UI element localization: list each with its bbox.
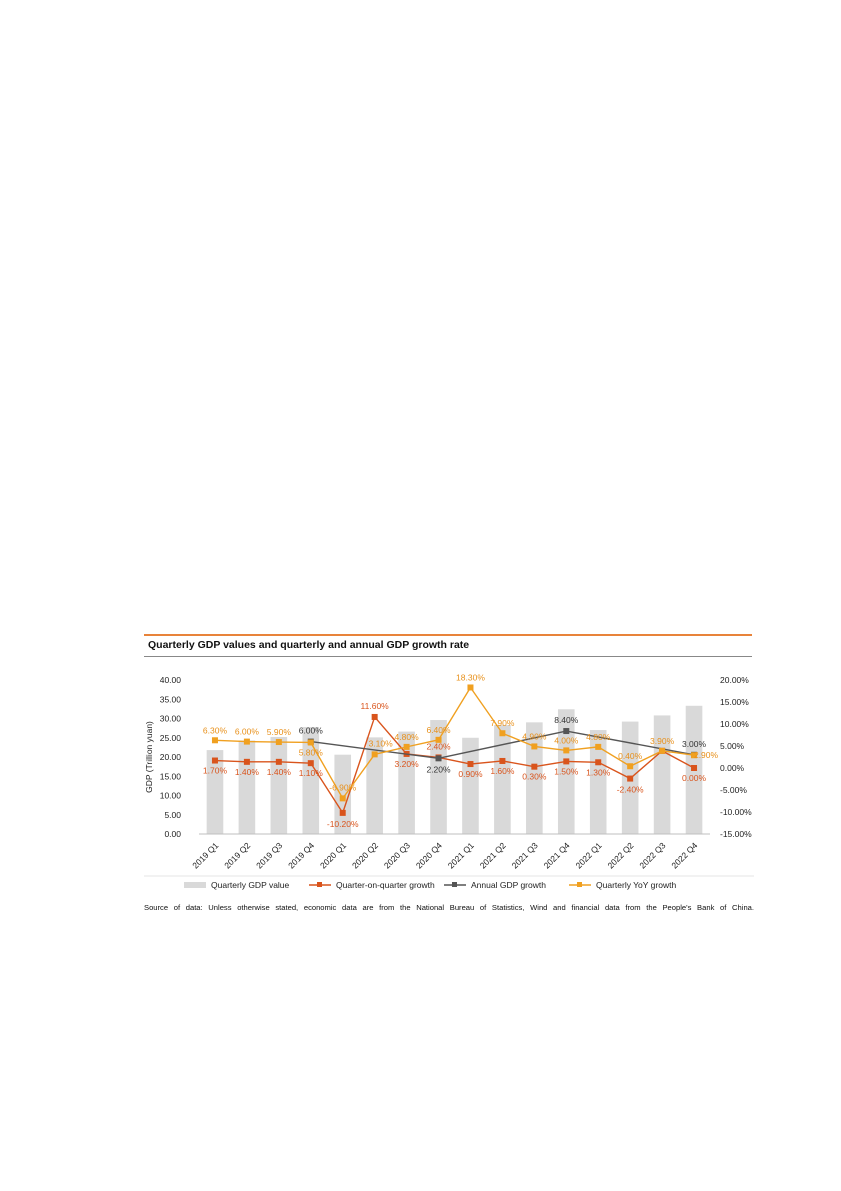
legend-label: Quarterly GDP value bbox=[211, 880, 290, 890]
x-tick-label: 2021 Q4 bbox=[541, 840, 572, 871]
qoq-data-label: 0.00% bbox=[681, 773, 707, 783]
x-tick-label: 2019 Q2 bbox=[222, 840, 253, 871]
yoy-data-label: 4.80% bbox=[586, 731, 611, 742]
yoy-data-label: 3.10% bbox=[368, 738, 393, 749]
legend-label: Quarterly YoY growth bbox=[596, 880, 677, 890]
x-tick-label: 2022 Q4 bbox=[669, 840, 700, 871]
title-rule-top bbox=[144, 634, 752, 636]
y-tick-label: 30.00 bbox=[159, 713, 181, 724]
qoq-data-label: 2.40% bbox=[426, 741, 451, 752]
x-tick-label: 2020 Q3 bbox=[381, 840, 413, 871]
yoy-point bbox=[499, 730, 505, 736]
y2-tick-label: 10.00% bbox=[720, 719, 749, 729]
y2-tick-label: -10.00% bbox=[720, 807, 752, 817]
qoq-point bbox=[244, 759, 250, 765]
title-rule-bottom bbox=[144, 656, 752, 657]
annual-data-label: 3.00% bbox=[681, 738, 707, 749]
legend-swatch-marker bbox=[317, 882, 322, 887]
qoq-data-label: 3.20% bbox=[394, 758, 419, 769]
yoy-point bbox=[659, 748, 665, 754]
qoq-data-label: 1.60% bbox=[490, 765, 515, 776]
x-tick-label: 2020 Q2 bbox=[349, 840, 381, 871]
qoq-data-label: 1.10% bbox=[298, 768, 323, 779]
qoq-data-label: -10.20% bbox=[326, 818, 359, 829]
x-tick-label: 2019 Q1 bbox=[190, 840, 221, 871]
x-tick-label: 2021 Q1 bbox=[445, 840, 476, 871]
gdp-bar bbox=[494, 725, 511, 834]
yoy-point bbox=[563, 747, 569, 753]
y-tick-label: 0.00 bbox=[164, 829, 181, 839]
qoq-data-label: 11.60% bbox=[360, 700, 389, 711]
yoy-point bbox=[244, 739, 250, 745]
y2-tick-label: 20.00% bbox=[720, 675, 749, 685]
yoy-data-label: 18.30% bbox=[456, 672, 485, 683]
qoq-data-label: 1.50% bbox=[554, 766, 579, 777]
x-tick-label: 2019 Q3 bbox=[254, 840, 285, 871]
x-tick-label: 2020 Q1 bbox=[317, 840, 349, 871]
yoy-data-label: 7.90% bbox=[490, 718, 515, 729]
yoy-point bbox=[627, 763, 633, 769]
yoy-point bbox=[595, 744, 601, 750]
qoq-data-label: 1.70% bbox=[202, 765, 228, 776]
y-tick-label: 40.00 bbox=[159, 675, 181, 685]
annual-point bbox=[436, 755, 442, 761]
yoy-point bbox=[212, 737, 218, 743]
yoy-point bbox=[467, 684, 473, 690]
qoq-point bbox=[276, 759, 282, 765]
y-axis-title: GDP (Trillion yuan) bbox=[144, 721, 154, 793]
y-tick-label: 25.00 bbox=[159, 732, 181, 743]
y2-tick-label: 5.00% bbox=[720, 741, 745, 751]
gdp-chart bbox=[144, 664, 754, 900]
qoq-data-label: -2.40% bbox=[616, 784, 644, 795]
qoq-point bbox=[499, 758, 505, 764]
qoq-point bbox=[212, 758, 218, 764]
qoq-point bbox=[627, 776, 633, 782]
x-tick-label: 2021 Q3 bbox=[509, 840, 540, 871]
yoy-data-label: 2.90% bbox=[693, 750, 719, 761]
qoq-point bbox=[595, 759, 601, 765]
legend-swatch-bar bbox=[184, 882, 206, 888]
qoq-point bbox=[531, 764, 537, 770]
yoy-data-label: -6.90% bbox=[329, 782, 357, 793]
yoy-data-label: 6.40% bbox=[426, 724, 451, 735]
y2-tick-label: 15.00% bbox=[720, 697, 749, 707]
legend-label: Annual GDP growth bbox=[471, 880, 546, 890]
yoy-data-label: 5.90% bbox=[266, 727, 291, 738]
qoq-data-label: 1.30% bbox=[586, 767, 611, 778]
source-note: Source of data: Unless otherwise stated, economic data are from the National Bureau of Statistics, Wind and financial data from the People's Bank of China. bbox=[144, 903, 754, 912]
legend-label: Quarter-on-quarter growth bbox=[336, 880, 435, 890]
annual-point bbox=[563, 728, 569, 734]
qoq-data-label: 1.40% bbox=[266, 766, 291, 777]
y-tick-label: 35.00 bbox=[159, 694, 181, 705]
yoy-point bbox=[340, 795, 346, 801]
yoy-point bbox=[372, 751, 378, 757]
y-tick-label: 20.00 bbox=[159, 752, 181, 762]
qoq-point bbox=[467, 761, 473, 767]
gdp-bar bbox=[271, 737, 288, 834]
annual-data-label: 6.00% bbox=[298, 725, 323, 736]
legend-swatch-marker bbox=[452, 882, 457, 887]
yoy-point bbox=[531, 743, 537, 749]
qoq-data-label: 0.30% bbox=[522, 771, 547, 782]
y2-tick-label: -15.00% bbox=[720, 829, 752, 839]
x-tick-label: 2020 Q4 bbox=[413, 840, 444, 871]
yoy-data-label: 3.90% bbox=[650, 735, 675, 746]
x-tick-label: 2022 Q2 bbox=[605, 840, 636, 871]
qoq-point bbox=[563, 758, 569, 764]
yoy-point bbox=[276, 739, 282, 745]
x-tick-label: 2019 Q4 bbox=[286, 840, 317, 871]
qoq-point bbox=[372, 714, 378, 720]
y-tick-label: 5.00 bbox=[164, 809, 181, 820]
yoy-point bbox=[308, 739, 314, 745]
yoy-data-label: 0.40% bbox=[618, 751, 643, 762]
yoy-data-label: 6.00% bbox=[234, 726, 259, 737]
yoy-data-label: 5.80% bbox=[298, 747, 323, 758]
annual-data-label: 2.20% bbox=[426, 764, 451, 775]
annual-data-label: 8.40% bbox=[554, 715, 579, 726]
yoy-data-label: 4.80% bbox=[394, 731, 419, 742]
yoy-data-label: 4.00% bbox=[554, 735, 579, 746]
x-tick-label: 2022 Q1 bbox=[573, 840, 604, 871]
x-tick-label: 2022 Q3 bbox=[637, 840, 668, 871]
gdp-bar bbox=[654, 715, 671, 834]
chart-title: Quarterly GDP values and quarterly and annual GDP growth rate bbox=[148, 639, 470, 651]
legend-swatch-marker bbox=[577, 882, 582, 887]
yoy-data-label: 6.30% bbox=[202, 725, 228, 736]
qoq-point bbox=[308, 760, 314, 766]
y2-tick-label: 0.00% bbox=[720, 763, 745, 773]
qoq-data-label: 1.40% bbox=[234, 766, 259, 777]
y-tick-label: 15.00 bbox=[159, 771, 181, 782]
qoq-point bbox=[340, 810, 346, 816]
qoq-point bbox=[691, 765, 697, 771]
yoy-point bbox=[404, 744, 410, 750]
yoy-data-label: 4.90% bbox=[522, 731, 547, 742]
y2-tick-label: -5.00% bbox=[720, 785, 747, 795]
y-tick-label: 10.00 bbox=[159, 790, 181, 801]
gdp-bar bbox=[239, 740, 256, 834]
qoq-data-label: 0.90% bbox=[458, 769, 483, 780]
x-tick-label: 2021 Q2 bbox=[477, 840, 508, 871]
